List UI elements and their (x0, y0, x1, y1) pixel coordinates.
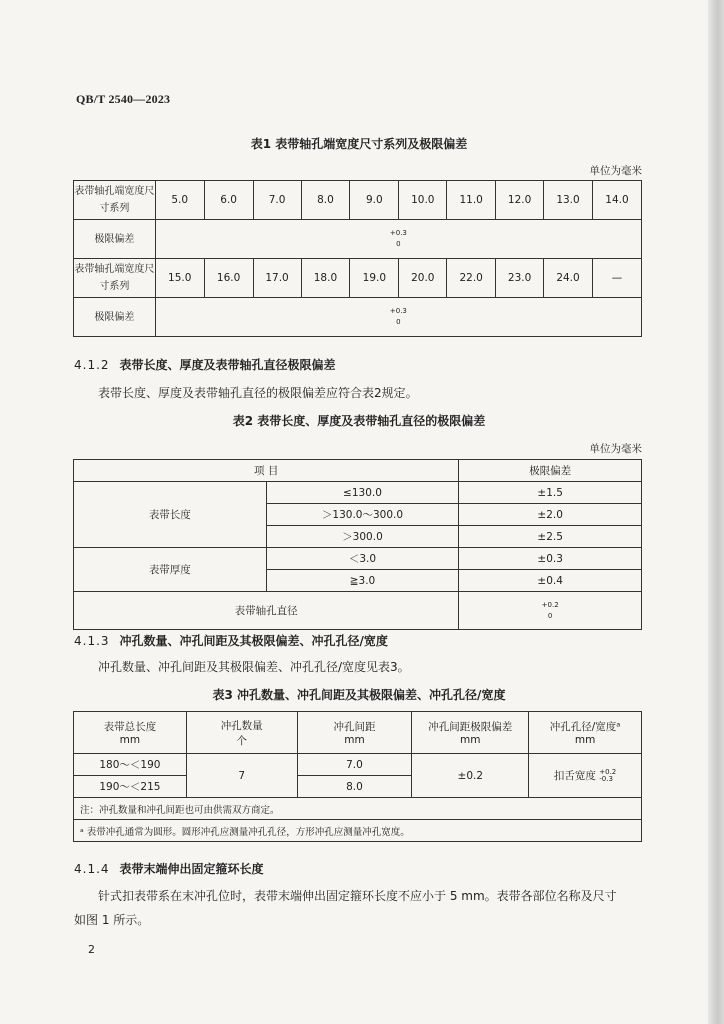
table2-diameter-label: 表带轴孔直径 (74, 592, 459, 630)
table3-head: 冲孔孔径/宽度ᵃ mm (529, 712, 642, 754)
section-4-1-3-body: 冲孔数量、冲孔间距及其极限偏差、冲孔孔径/宽度见表3。 (98, 660, 410, 674)
table3-spacing: 7.0 (297, 754, 412, 776)
table1-unit: 单位为毫米 (589, 165, 642, 177)
table3-row (74, 754, 642, 776)
table1-tolerance-row-1 (74, 220, 642, 259)
table1-cell: 23.0 (496, 259, 544, 298)
table1-cell: 16.0 (204, 259, 253, 298)
table1-cell: 18.0 (301, 259, 350, 298)
table3-head: 冲孔间距极限偏差 mm (412, 712, 529, 754)
table1-cell: 14.0 (592, 181, 641, 220)
tolerance-value: +0.3 0 (389, 229, 407, 248)
table1-cell: 10.0 (399, 181, 447, 220)
section-4-1-4-body: 针式扣表带系在末冲孔位时，表带末端伸出固定箍环长度不应小于 5 mm。表带各部位名称及尺寸 如图 1 所示。 (74, 889, 617, 927)
section-4-1-3-heading: 4.1.3 冲孔数量、冲孔间距及其极限偏差、冲孔孔径/宽度 (74, 634, 388, 648)
table2 (73, 459, 642, 630)
table3-head: 冲孔间距 mm (297, 712, 412, 754)
table1-tol-label: 极限偏差 (74, 220, 156, 259)
table1-tolerance-cell (155, 220, 641, 259)
table2-tol: ±0.3 (459, 548, 642, 570)
table3-spacing: 8.0 (297, 776, 412, 798)
table2-tol: ±0.4 (459, 570, 642, 592)
section-4-1-4-heading: 4.1.4 表带末端伸出固定箍环长度 (74, 862, 264, 876)
table1-cell: — (592, 259, 641, 298)
table1-tolerance-row-2 (74, 298, 642, 337)
table1-size-row-1 (74, 181, 642, 220)
table1 (73, 180, 642, 337)
table1-size-label: 表带轴孔端宽度尺寸系列 (74, 259, 156, 298)
table3-length: 190～＜215 (74, 776, 187, 798)
table2-row (74, 548, 642, 570)
table3-head: 冲孔数量 个 (186, 712, 297, 754)
table2-tol: ±1.5 (459, 482, 642, 504)
table1-cell: 13.0 (544, 181, 593, 220)
table3-note-row (74, 798, 642, 820)
table2-tol: ±2.5 (459, 526, 642, 548)
table2-header-row (74, 460, 642, 482)
table3 (73, 711, 642, 842)
table2-tol: ±2.0 (459, 504, 642, 526)
table2-range: ≤130.0 (266, 482, 459, 504)
table1-caption: 表1 表带轴孔端宽度尺寸系列及极限偏差 (250, 137, 468, 151)
table2-range: ＞130.0～300.0 (266, 504, 459, 526)
table1-cell: 9.0 (350, 181, 399, 220)
table1-cell: 17.0 (253, 259, 301, 298)
table2-length-label: 表带长度 (74, 482, 267, 548)
table3-length: 180～＜190 (74, 754, 187, 776)
table3-footnote-row (74, 820, 642, 842)
table1-cell: 7.0 (253, 181, 301, 220)
table2-row (74, 482, 642, 504)
table2-range: ≧3.0 (266, 570, 459, 592)
table1-cell: 6.0 (204, 181, 253, 220)
table3-count: 7 (186, 754, 297, 798)
section-4-1-2-heading: 4.1.2 表带长度、厚度及表带轴孔直径极限偏差 (74, 358, 336, 372)
table3-spacing-tol: ±0.2 (412, 754, 529, 798)
table1-cell: 11.0 (447, 181, 496, 220)
table1-tolerance-cell (155, 298, 641, 337)
table1-cell: 8.0 (301, 181, 350, 220)
table1-cell: 24.0 (544, 259, 593, 298)
section-4-1-2-body: 表带长度、厚度及表带轴孔直径的极限偏差应符合表2规定。 (98, 386, 418, 400)
table2-row (74, 592, 642, 630)
table3-head: 表带总长度 mm (74, 712, 187, 754)
tolerance-value: +0.3 0 (389, 307, 407, 326)
page-number: 2 (88, 943, 95, 956)
table1-tol-label: 极限偏差 (74, 298, 156, 337)
table1-cell: 22.0 (447, 259, 496, 298)
table3-header-row (74, 712, 642, 754)
table1-cell: 20.0 (399, 259, 447, 298)
table2-unit: 单位为毫米 (589, 443, 642, 455)
table3-caption: 表3 冲孔数量、冲孔间距及其极限偏差、冲孔孔径/宽度 (212, 688, 506, 702)
standard-code: QB/T 2540—2023 (76, 92, 171, 106)
table2-diameter-tol: +0.2 0 (459, 592, 642, 630)
table1-size-label: 表带轴孔端宽度尺寸系列 (74, 181, 156, 220)
table2-head-tol: 极限偏差 (459, 460, 642, 482)
table2-caption: 表2 表带长度、厚度及表带轴孔直径的极限偏差 (232, 414, 486, 428)
table1-size-row-2 (74, 259, 642, 298)
table3-hole-size: 扣舌宽度 +0.2 -0.3 (529, 754, 642, 798)
table2-thickness-label: 表带厚度 (74, 548, 267, 592)
table2-head-item: 项 目 (74, 460, 459, 482)
table3-note: 注：冲孔数量和冲孔间距也可由供需双方商定。 (74, 798, 642, 820)
table1-cell: 15.0 (155, 259, 204, 298)
table1-cell: 12.0 (496, 181, 544, 220)
table3-footnote: ᵃ 表带冲孔通常为圆形。圆形冲孔应测量冲孔孔径，方形冲孔应测量冲孔宽度。 (74, 820, 642, 842)
page-edge-shadow (708, 0, 724, 1024)
table2-range: ＞300.0 (266, 526, 459, 548)
table1-cell: 5.0 (155, 181, 204, 220)
table2-range: ＜3.0 (266, 548, 459, 570)
table1-cell: 19.0 (350, 259, 399, 298)
